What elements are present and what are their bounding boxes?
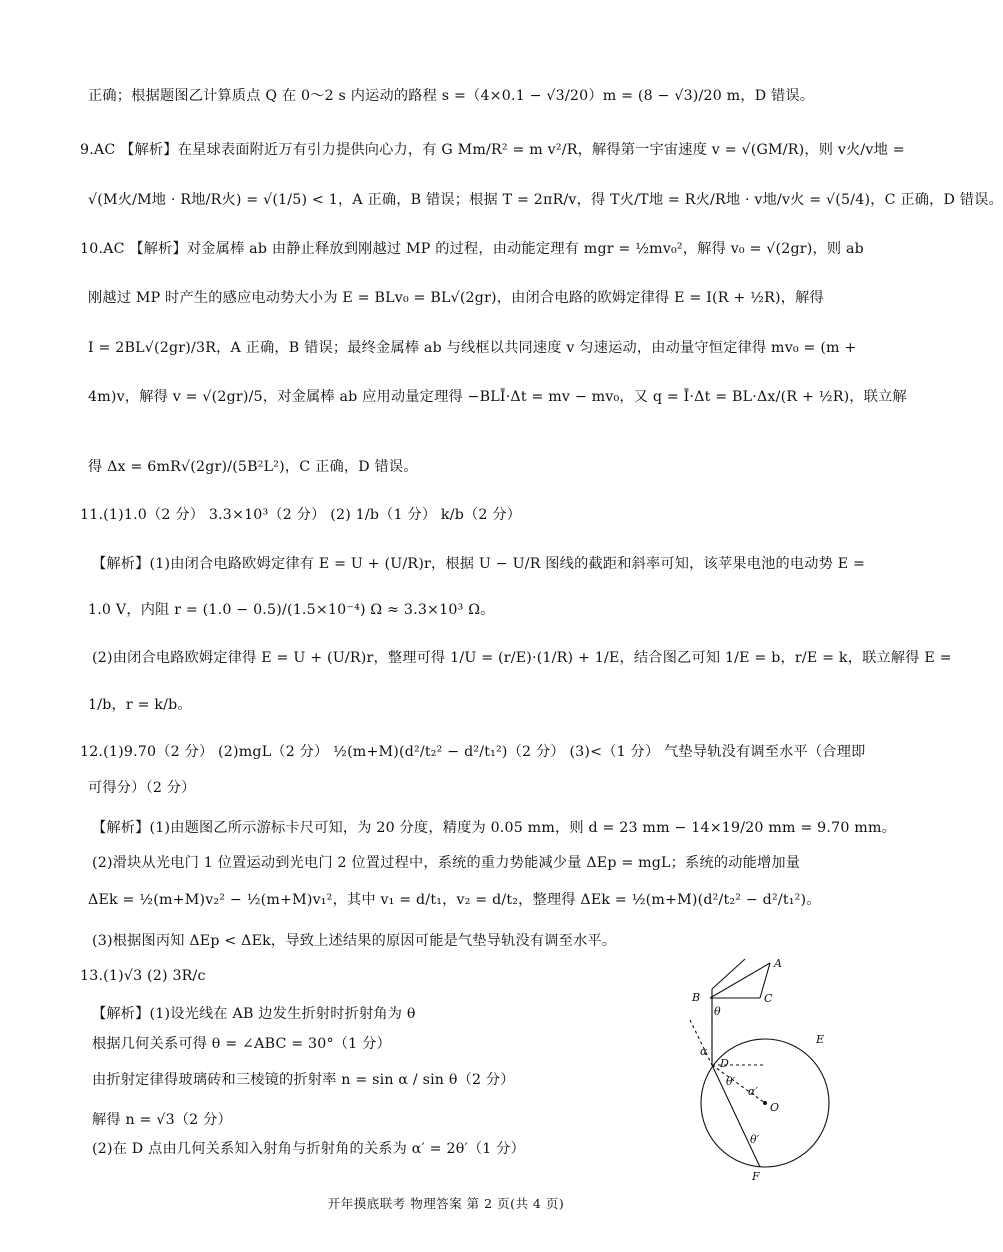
text-line-16: 【解析】(1)由题图乙所示游标卡尺可知，为 20 分度，精度为 0.05 mm，则 d = 23 mm − 14×19/20 mm = 9.70 mm。: [92, 820, 896, 836]
text-line-19: (3)根据图丙知 ΔEp < ΔEk，导致上述结果的原因可能是气垫导轨没有调至水平。: [92, 933, 617, 949]
label-theta: θ: [714, 1005, 721, 1018]
label-alpha-prime: α′: [748, 1085, 758, 1098]
text-line-25: (2)在 D 点由几何关系知入射角与折射角的关系为 α′ = 2θ′（1 分）: [92, 1141, 525, 1157]
text-line-17: (2)滑块从光电门 1 位置运动到光电门 2 位置过程中，系统的重力势能减少量 ΔEp = mgL；系统的动能增加量: [92, 855, 801, 871]
text-line-18: ΔEk = ½(m+M)v₂² − ½(m+M)v₁²，其中 v₁ = d/t₁，v₂ = d/t₂，整理得 ΔEk = ½(m+M)(d²/t₂² − d²/t₁²)。: [88, 892, 821, 908]
label-d: D: [720, 1057, 729, 1070]
text-line-14: 12.(1)9.70（2 分） (2)mgL（2 分） ½(m+M)(d²/t₂² − d²/t₁²)（2 分） (3)<（1 分） 气垫导轨没有调至水平（合理即: [80, 744, 866, 760]
text-line-15: 可得分）（2 分）: [88, 780, 196, 796]
text-line-20: 13.(1)√3 (2) 3R/c: [80, 968, 206, 984]
text-line-10: 【解析】(1)由闭合电路欧姆定律有 E = U + (U/R)r，根据 U − U/R 图线的截距和斜率可知，该苹果电池的电动势 E =: [92, 556, 866, 572]
text-line-12: (2)由闭合电路欧姆定律得 E = U + (U/R)r，整理可得 1/U = (r/E)·(1/R) + 1/E，结合图乙可知 1/E = b，r/E = k，联立解得 E =: [92, 650, 952, 666]
text-line-5: 刚越过 MP 时产生的感应电动势大小为 E = BLv₀ = BL√(2gr)，由闭合电路的欧姆定律得 E = I(R + ½R)，解得: [88, 290, 824, 306]
text-line-21: 【解析】(1)设光线在 AB 边发生折射时折射角为 θ: [92, 1006, 416, 1022]
label-c: C: [764, 992, 773, 1005]
text-line-24: 解得 n = √3（2 分）: [92, 1112, 232, 1128]
label-a: A: [774, 957, 782, 970]
label-theta-prime-f: θ′: [750, 1133, 760, 1146]
text-line-8: 得 Δx = 6mR√(2gr)/(5B²L²)，C 正确，D 错误。: [88, 459, 418, 475]
text-line-6: I = 2BL√(2gr)/3R，A 正确，B 错误；最终金属棒 ab 与线框以共同速度 v 匀速运动，由动量守恒定律得 mv₀ = (m +: [88, 340, 857, 356]
label-alpha: α: [700, 1045, 708, 1058]
text-line-22: 根据几何关系可得 θ = ∠ABC = 30°（1 分）: [92, 1036, 391, 1052]
text-line-1: 正确；根据题图乙计算质点 Q 在 0～2 s 内运动的路程 s =（4×0.1 − √3/20）m = (8 − √3)/20 m，D 错误。: [88, 88, 815, 104]
text-line-4: 10.AC 【解析】对金属棒 ab 由静止释放到刚越过 MP 的过程，由动能定理有 mgr = ½mv₀²，解得 v₀ = √(2gr)，则 ab: [80, 241, 864, 257]
text-line-9: 11.(1)1.0（2 分） 3.3×10³（2 分） (2) 1/b（1 分） k/b（2 分）: [80, 507, 522, 523]
text-line-11: 1.0 V，内阻 r = (1.0 − 0.5)/(1.5×10⁻⁴) Ω ≈ 3.3×10³ Ω。: [88, 602, 495, 618]
text-line-23: 由折射定律得玻璃砖和三棱镜的折射率 n = sin α / sin θ（2 分）: [92, 1072, 515, 1088]
label-theta-prime-d: θ′: [726, 1075, 736, 1088]
text-line-7: 4m)v，解得 v = √(2gr)/5，对金属棒 ab 应用动量定理得 −BLĪ·Δt = mv − mv₀，又 q = Ī·Δt = BL·Δx/(R + ½R)，联立解: [88, 389, 907, 405]
page-footer: 开年摸底联考 物理答案 第 2 页(共 4 页): [327, 1196, 565, 1211]
optics-figure: [690, 955, 840, 1185]
normal-dashed: [690, 1020, 712, 1065]
label-o: O: [770, 1101, 780, 1114]
text-line-2: 9.AC 【解析】在星球表面附近万有引力提供向心力，有 G Mm/R² = m v²/R，解得第一宇宙速度 v = √(GM/R)，则 v火/v地 =: [80, 142, 905, 158]
label-b: B: [692, 991, 701, 1004]
label-f: F: [752, 1170, 760, 1183]
text-line-3: √(M火/M地 · R地/R火) = √(1/5) < 1，A 正确，B 错误；根据 T = 2πR/v，得 T火/T地 = R火/R地 · v地/v火 = √(5/4)，C 正确，D 错误。: [88, 192, 1003, 208]
label-e: E: [816, 1033, 825, 1046]
text-line-13: 1/b，r = k/b。: [88, 697, 192, 713]
inner-ray: [712, 1065, 760, 1167]
center-point-o: [763, 1101, 767, 1105]
incident-ray: [712, 959, 745, 989]
